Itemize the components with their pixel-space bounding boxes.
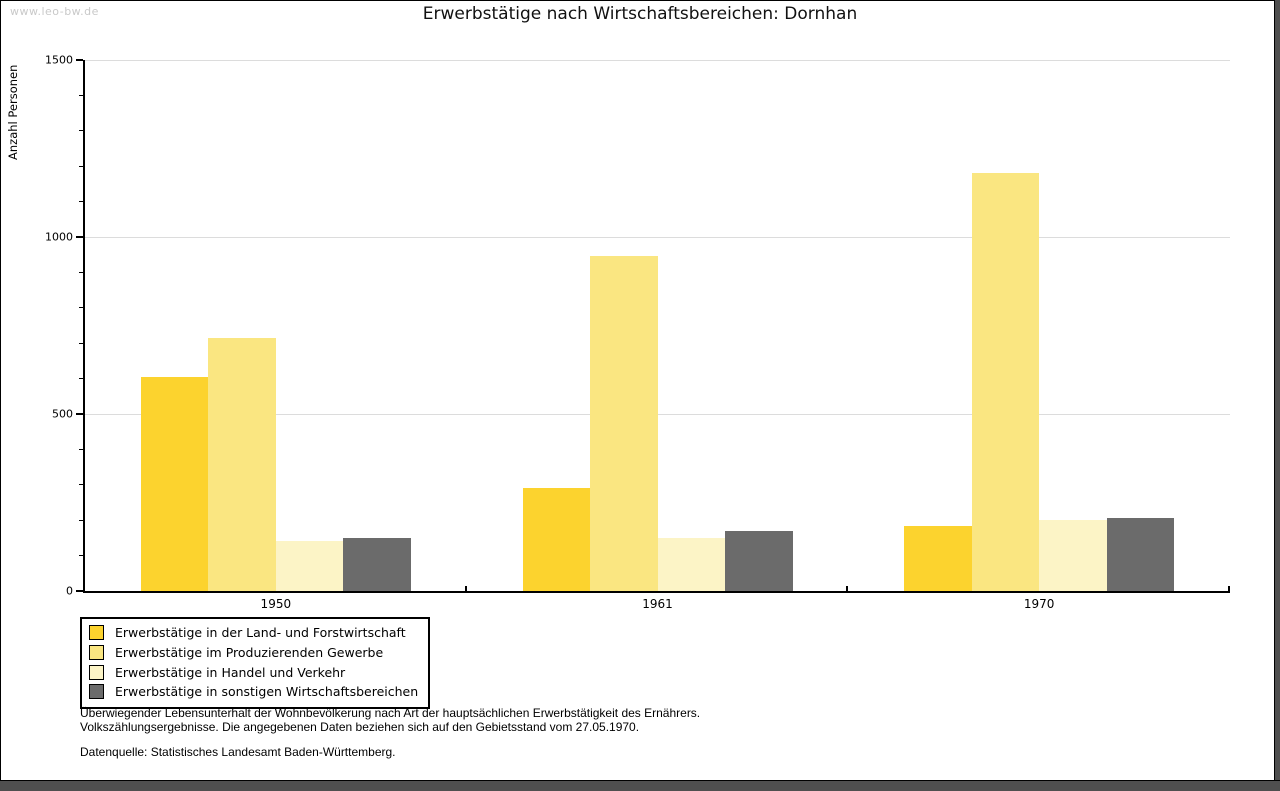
y-minor-tick-1400 xyxy=(79,95,83,96)
y-minor-tick-1200 xyxy=(79,166,83,167)
y-tick-label-0: 0 xyxy=(66,584,73,598)
legend-item-4 xyxy=(89,682,418,702)
x-tick-1 xyxy=(465,586,467,591)
footnote-line-1: Überwiegender Lebensunterhalt der Wohnbevölkerung nach Art der hauptsächlichen Erwerbstätigkeit des Ernährers. xyxy=(80,706,701,720)
bar-1970-series-1 xyxy=(904,526,972,591)
legend-swatch-3 xyxy=(89,665,104,680)
bar-1970-series-2 xyxy=(972,173,1040,591)
x-category-label-1950: 1950 xyxy=(260,597,292,611)
y-minor-tick-400 xyxy=(79,449,83,450)
legend-item-2 xyxy=(89,643,418,663)
y-minor-tick-100 xyxy=(79,555,83,556)
gridline-1500 xyxy=(85,60,1230,61)
y-major-tick-1500 xyxy=(76,59,83,61)
window-shadow-bottom xyxy=(0,781,1280,791)
window-shadow-right xyxy=(1275,0,1280,791)
y-minor-tick-700 xyxy=(79,343,83,344)
y-major-tick-1000 xyxy=(76,236,83,238)
x-category-label-1961: 1961 xyxy=(642,597,673,611)
legend xyxy=(80,617,430,709)
window-border-top xyxy=(0,0,1280,1)
legend-label-2: Erwerbstätige im Produzierenden Gewerbe xyxy=(115,645,384,661)
bar-1970-series-4 xyxy=(1107,518,1175,591)
y-major-tick-0 xyxy=(76,590,83,592)
y-minor-tick-1300 xyxy=(79,130,83,131)
footnote-text xyxy=(80,707,700,734)
y-minor-tick-300 xyxy=(79,484,83,485)
bar-1961-series-3 xyxy=(658,538,726,591)
y-tick-label-500: 500 xyxy=(52,407,73,421)
legend-swatch-2 xyxy=(89,645,104,660)
x-category-label-1970: 1970 xyxy=(1023,597,1055,611)
bar-1950-series-3 xyxy=(276,541,344,591)
bar-1950-series-4 xyxy=(343,538,411,591)
y-minor-tick-900 xyxy=(79,272,83,273)
bar-1950-series-1 xyxy=(141,377,209,591)
x-axis-line xyxy=(83,591,1230,593)
legend-swatch-4 xyxy=(89,684,104,699)
bar-1961-series-2 xyxy=(590,256,658,591)
legend-item-1 xyxy=(89,623,418,643)
x-tick-3 xyxy=(1228,586,1230,591)
bar-1950-series-2 xyxy=(208,338,276,591)
bar-1961-series-1 xyxy=(523,488,591,591)
plot-area xyxy=(45,53,1230,611)
bar-1970-series-3 xyxy=(1039,520,1107,591)
y-axis-label: Anzahl Personen xyxy=(6,64,20,160)
legend-swatch-1 xyxy=(89,625,104,640)
gridline-1000 xyxy=(85,237,1230,238)
y-tick-label-1500: 1500 xyxy=(45,53,73,67)
y-tick-label-1000: 1000 xyxy=(45,230,73,244)
leo-bw-watermark: www.leo-bw.de xyxy=(10,5,99,18)
bar-1961-series-4 xyxy=(725,531,793,591)
data-source-text: Datenquelle: Statistisches Landesamt Baden-Württemberg. xyxy=(80,745,396,759)
legend-label-3: Erwerbstätige in Handel und Verkehr xyxy=(115,664,346,680)
y-minor-tick-200 xyxy=(79,520,83,521)
legend-label-4: Erwerbstätige in sonstigen Wirtschaftsbereichen xyxy=(115,684,419,700)
window-border-left xyxy=(0,0,1,791)
y-minor-tick-1100 xyxy=(79,201,83,202)
y-minor-tick-600 xyxy=(79,378,83,379)
legend-item-3 xyxy=(89,662,418,682)
x-tick-2 xyxy=(846,586,848,591)
footnote-line-2: Volkszählungsergebnisse. Die angegebenen Daten beziehen sich auf den Gebietsstand vom 27.05.1970. xyxy=(80,719,640,734)
chart-title: Erwerbstätige nach Wirtschaftsbereichen: Dornhan xyxy=(422,4,858,24)
y-minor-tick-800 xyxy=(79,307,83,308)
y-axis-line xyxy=(83,60,85,593)
legend-label-1: Erwerbstätige in der Land- und Forstwirtschaft xyxy=(115,625,406,641)
y-major-tick-500 xyxy=(76,413,83,415)
